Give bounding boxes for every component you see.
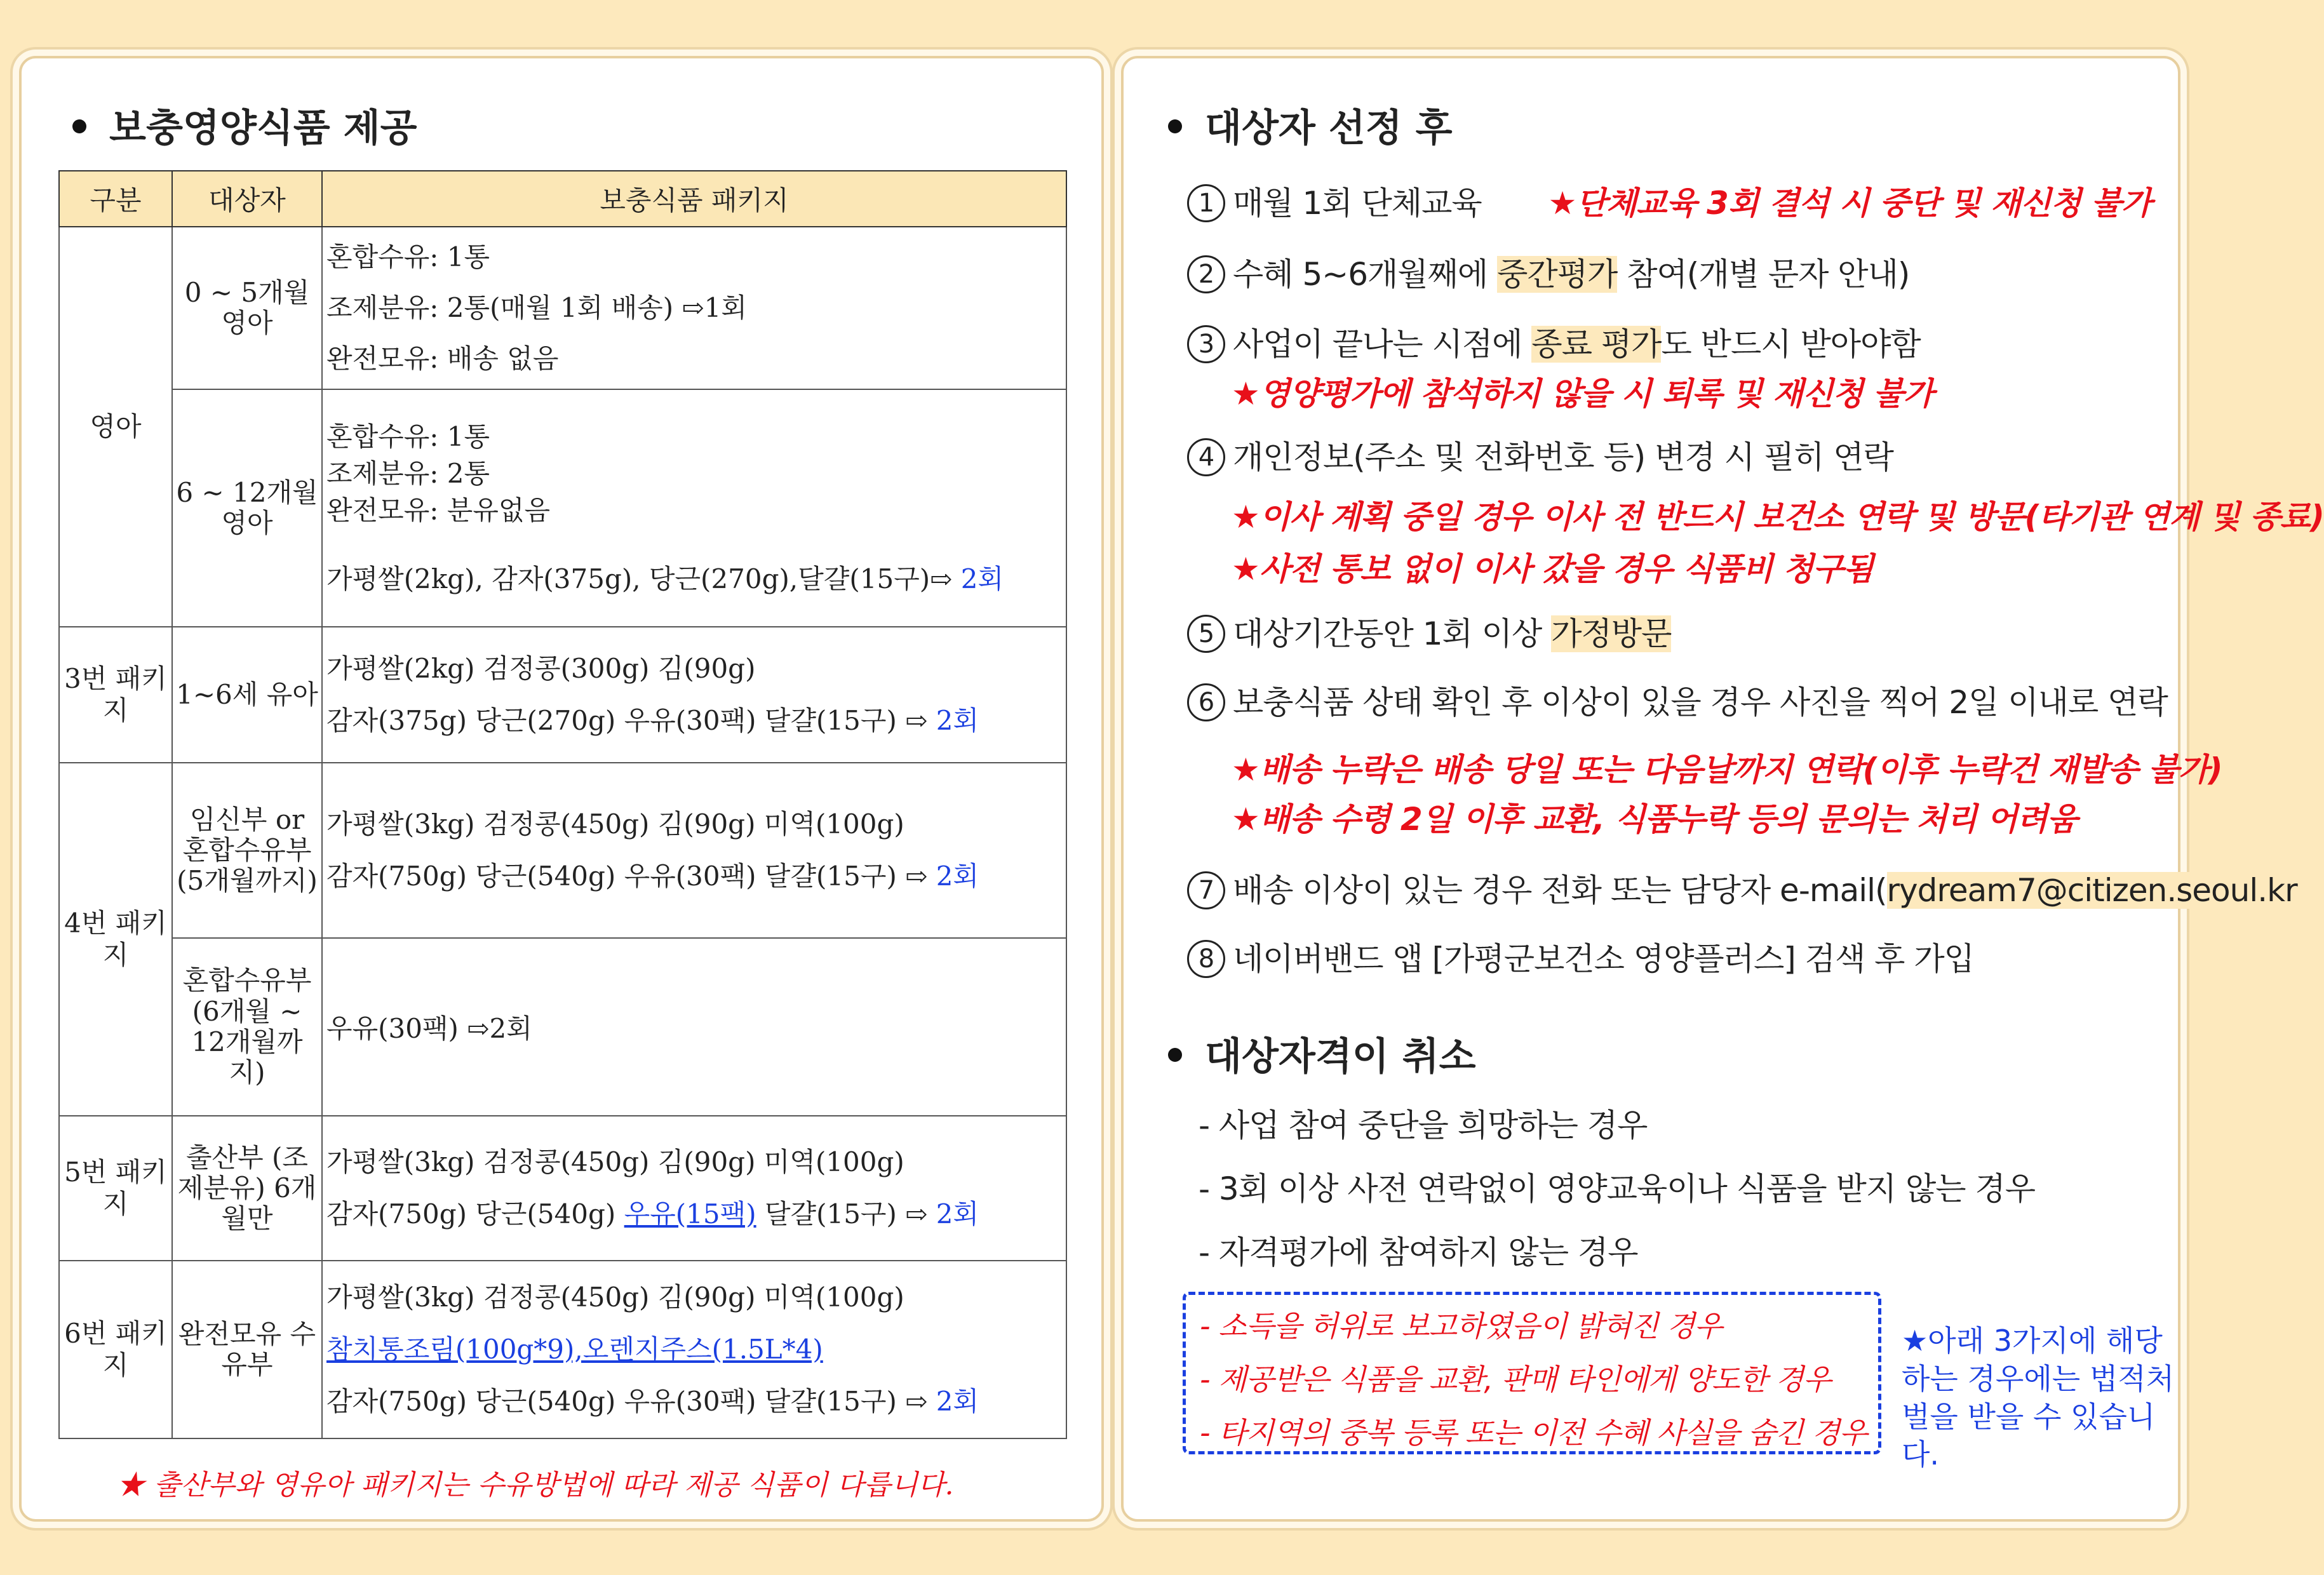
package-line: 완전모유: 배송 없음 <box>326 343 559 374</box>
package-line <box>326 850 1065 902</box>
red-note: ★단체교육 3회 결석 시 중단 및 재신청 불가 <box>1548 185 2151 222</box>
target-cell: 혼합수유부 (6개월 ~ 12개월까 지) <box>172 938 322 1116</box>
package-cell <box>322 627 1066 763</box>
package-text: 감자(750g) 당근(540g) 우유(30팩) 달걀(15구) ⇨ <box>326 861 928 892</box>
list-item <box>1187 865 2297 912</box>
package-line: 가평쌀(3kg) 검정콩(450g) 김(90g) 미역(100g) <box>326 808 904 840</box>
delivery-count: 2회 <box>936 1386 979 1417</box>
header-package: 보충식품 패키지 <box>322 171 1066 227</box>
delivery-count: 2회 <box>936 1198 979 1230</box>
package-line: 가평쌀(3kg) 검정콩(450g) 김(90g) 미역(100g) <box>326 1282 904 1313</box>
highlight-text: 중간평가 <box>1497 256 1618 293</box>
cancel-item: - 자격평가에 참여하지 않는 경우 <box>1199 1234 1638 1271</box>
package-table <box>58 170 1067 1439</box>
list-item <box>1187 608 1671 655</box>
section-title-after-selection: 대상자 선정 후 <box>1168 98 1453 152</box>
package-cell <box>322 227 1066 389</box>
milk-item: 우유(15팩) <box>624 1198 756 1230</box>
package-text: 달걀(15구) ⇨ <box>764 1198 928 1230</box>
number-1-icon: 1 <box>1187 184 1225 222</box>
highlight-text: 종료 평가 <box>1531 326 1662 363</box>
package-cell <box>322 1116 1066 1261</box>
red-note: ★배송 수령 2일 이후 교환, 식품누락 등의 문의는 처리 어려움 <box>1232 801 2078 838</box>
item-text: 보충식품 상태 확인 후 이상이 있을 경우 사진을 찍어 2일 이내로 연락 <box>1233 684 2168 721</box>
section-title-supplement: 보충영양식품 제공 <box>72 98 417 152</box>
package-cell <box>322 763 1066 938</box>
header-target: 대상자 <box>172 171 322 227</box>
red-note: ★배송 누락은 배송 당일 또는 다음날까지 연락(이후 누락건 재발송 불가) <box>1232 751 2222 788</box>
number-2-icon: 2 <box>1187 255 1225 293</box>
package-text: 감자(750g) 당근(540g) <box>326 1198 616 1230</box>
legal-warning: ★아래 3가지에 해당하는 경우에는 법적처벌을 받을 수 있습니다. <box>1902 1324 2175 1472</box>
table-row <box>59 1261 1066 1438</box>
bullet-icon <box>72 119 86 133</box>
number-3-icon: 3 <box>1187 325 1225 363</box>
number-6-icon: 6 <box>1187 683 1225 721</box>
delivery-count: 2회 <box>936 705 979 736</box>
red-note: ★이사 계획 중일 경우 이사 전 반드시 보건소 연락 및 방문(타기관 연계 및 종료) <box>1232 499 2324 535</box>
left-panel <box>19 56 1104 1522</box>
package-line <box>326 1376 1065 1428</box>
item-text: 대상기간동안 1회 이상 <box>1233 615 1552 652</box>
list-item <box>1187 934 1974 981</box>
table-header-row <box>59 171 1066 227</box>
table-row <box>59 763 1066 938</box>
red-note: ★사전 통보 없이 이사 갔을 경우 식품비 청구됨 <box>1232 551 1874 587</box>
right-panel <box>1121 56 2324 1522</box>
target-text: 6 ~ 12개월 영아 <box>176 476 318 539</box>
target-cell <box>172 389 322 627</box>
table-row <box>59 938 1066 1116</box>
boxed-item: - 제공받은 식품을 교환, 판매 타인에게 양도한 경우 <box>1200 1362 1831 1397</box>
package-line: 참치통조림(100g*9),오렌지주스(1.5L*4) <box>326 1334 823 1365</box>
package-text: 감자(375g) 당근(270g) 우유(30팩) 달걀(15구) ⇨ <box>326 705 928 736</box>
number-7-icon: 7 <box>1187 871 1225 909</box>
boxed-item: - 타지역의 중복 등록 또는 이전 수혜 사실을 숨긴 경우 <box>1200 1416 1867 1450</box>
boxed-item: - 소득을 허위로 보고하였음이 밝혀진 경우 <box>1200 1309 1723 1343</box>
package-cell <box>322 1261 1066 1438</box>
package-line <box>326 561 1065 598</box>
package-line: 가평쌀(3kg) 검정콩(450g) 김(90g) 미역(100g) <box>326 1146 904 1177</box>
table-row <box>59 227 1066 389</box>
category-cell: 3번 패키지 <box>59 627 172 763</box>
list-item <box>1187 432 1893 479</box>
package-cell <box>322 389 1066 627</box>
target-text: 0 ~ 5개월 영아 <box>184 276 310 338</box>
package-line: 우유(30팩) ⇨2회 <box>326 1013 532 1044</box>
category-cell: 5번 패키지 <box>59 1116 172 1261</box>
package-line: 가평쌀(2kg) 검정콩(300g) 김(90g) <box>326 653 756 684</box>
item-text: 개인정보(주소 및 전화번호 등) 변경 시 필히 연락 <box>1233 439 1893 476</box>
header-category: 구분 <box>59 171 172 227</box>
list-item <box>1187 677 2168 724</box>
category-cell: 4번 패키지 <box>59 763 172 1116</box>
category-cell: 6번 패키지 <box>59 1261 172 1438</box>
delivery-count: 2회 <box>960 563 1004 594</box>
target-cell: 출산부 (조제분유) 6개월만 <box>172 1116 322 1261</box>
bullet-icon <box>1168 1048 1182 1062</box>
package-line: 혼합수유: 1통 <box>326 241 490 272</box>
delivery-count: 2회 <box>936 861 979 892</box>
table-row <box>59 389 1066 627</box>
target-cell: 완전모유 수유부 <box>172 1261 322 1438</box>
package-line: 완전모유: 분유없음 <box>326 495 551 526</box>
package-text: 가평쌀(2kg), 감자(375g), 당근(270g),달걀(15구)⇨ <box>326 563 953 594</box>
cancel-item: - 사업 참여 중단을 희망하는 경우 <box>1199 1107 1648 1144</box>
package-line <box>326 1188 1065 1240</box>
item-text: 사업이 끝나는 시점에 <box>1233 326 1532 363</box>
section-title-cancellation: 대상자격이 취소 <box>1168 1026 1476 1081</box>
highlight-text: 가정방문 <box>1551 615 1672 652</box>
target-cell: 1~6세 유아 <box>172 627 322 763</box>
list-item <box>1187 249 1909 296</box>
target-cell: 임신부 or 혼합수유부 (5개월까지) <box>172 763 322 938</box>
item-text: 도 반드시 받아야함 <box>1661 326 1921 363</box>
table-row <box>59 627 1066 763</box>
item-text: 참여(개별 문자 안내) <box>1617 256 1910 293</box>
package-cell <box>322 938 1066 1116</box>
category-cell: 영아 <box>59 227 172 627</box>
number-5-icon: 5 <box>1187 615 1225 653</box>
item-text: 배송 이상이 있는 경우 전화 또는 담당자 e-mail( <box>1233 872 1887 909</box>
number-8-icon: 8 <box>1187 940 1225 978</box>
package-line <box>326 695 1065 747</box>
item-text: 수혜 5~6개월째에 <box>1233 256 1498 293</box>
item-text: 네이버밴드 앱 [가평군보건소 영양플러스] 검색 후 가입 <box>1233 941 1974 977</box>
email-address: rydream7@citizen.seoul.k <box>1886 872 2285 909</box>
list-item <box>1187 319 1921 366</box>
item-text: r <box>2285 872 2297 909</box>
table-row <box>59 1116 1066 1261</box>
list-item <box>1187 178 2151 225</box>
cancel-item: - 3회 이상 사전 연락없이 영양교육이나 식품을 받지 않는 경우 <box>1199 1170 2036 1207</box>
package-line: 조제분유: 2통(매월 1회 배송) ⇨1회 <box>326 292 747 323</box>
package-line: 조제분유: 2통 <box>326 458 490 489</box>
item-text: 매월 1회 단체교육 <box>1233 185 1482 222</box>
number-4-icon: 4 <box>1187 438 1225 476</box>
package-line: 혼합수유: 1통 <box>326 421 490 452</box>
footnote: ★ 출산부와 영유아 패키지는 수유방법에 따라 제공 식품이 다릅니다. <box>117 1469 954 1501</box>
target-cell <box>172 227 322 389</box>
bullet-icon <box>1168 119 1182 133</box>
package-text: 감자(750g) 당근(540g) 우유(30팩) 달걀(15구) ⇨ <box>326 1386 928 1417</box>
red-note: ★영양평가에 참석하지 않을 시 퇴록 및 재신청 불가 <box>1232 375 1933 412</box>
